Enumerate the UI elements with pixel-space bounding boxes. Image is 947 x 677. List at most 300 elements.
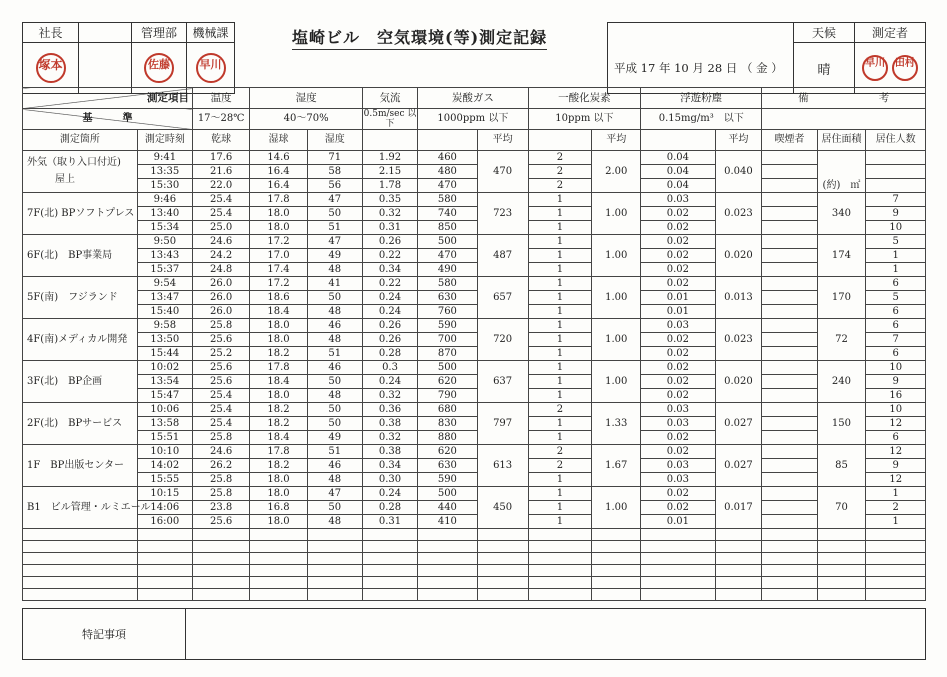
- blank-cell: [477, 565, 528, 577]
- co2-cell: 480: [418, 165, 477, 179]
- president-seal-icon: 塚本: [36, 53, 66, 83]
- dust-average: 0.020: [715, 361, 762, 403]
- occupants-header: 居住人数: [866, 130, 926, 151]
- smokers-cell: [762, 403, 817, 417]
- dust-cell: 0.02: [641, 263, 715, 277]
- wet-bulb-cell: 18.0: [250, 389, 307, 403]
- time-cell: 13:58: [137, 417, 192, 431]
- wet-bulb-cell: 18.0: [250, 473, 307, 487]
- dust-cell: 0.04: [641, 165, 715, 179]
- smokers-cell: [762, 179, 817, 193]
- occupants-cell: [866, 165, 926, 179]
- dry-bulb-cell: 24.6: [192, 235, 249, 249]
- blank-cell: [307, 589, 362, 601]
- time-cell: 15:47: [137, 389, 192, 403]
- table-row: [23, 473, 926, 487]
- dry-bulb-cell: 25.8: [192, 319, 249, 333]
- humidity-cell: 71: [307, 151, 362, 165]
- area-value: 150: [831, 417, 851, 429]
- location-name: [23, 151, 138, 193]
- blank-cell: [715, 589, 762, 601]
- wet-bulb-cell: 16.4: [250, 165, 307, 179]
- blank-cell: [528, 529, 592, 541]
- temp-standard: 17～28℃: [192, 109, 249, 130]
- time-cell: 9:46: [137, 193, 192, 207]
- dust-cell: 0.03: [641, 193, 715, 207]
- airflow-cell: 0.36: [362, 403, 417, 417]
- co-standard: 10ppm 以下: [528, 109, 641, 130]
- dry-bulb-cell: 26.2: [192, 459, 249, 473]
- inspector-seal-icon: 早川: [862, 55, 888, 81]
- airflow-cell: 0.32: [362, 431, 417, 445]
- co-average: 1.00: [592, 235, 641, 277]
- dry-bulb-cell: 25.6: [192, 361, 249, 375]
- humidity-cell: 46: [307, 319, 362, 333]
- co2-average: 797: [477, 403, 528, 445]
- co-cell: 1: [528, 347, 592, 361]
- smokers-cell: [762, 165, 817, 179]
- humidity-cell: 50: [307, 501, 362, 515]
- area-value: 340: [831, 207, 851, 219]
- remarks-label-b: 考: [878, 92, 890, 104]
- remarks-blank: [762, 109, 926, 130]
- humidity-cell: 47: [307, 487, 362, 501]
- table-row: [23, 501, 926, 515]
- occupants-cell: 2: [866, 501, 926, 515]
- humidity-cell: 50: [307, 417, 362, 431]
- blank-cell: [362, 553, 417, 565]
- blank-cell: [715, 553, 762, 565]
- co-cell: 2: [528, 179, 592, 193]
- co2-cell: 580: [418, 193, 477, 207]
- co2-average: 613: [477, 445, 528, 487]
- dry-bulb-cell: 21.6: [192, 165, 249, 179]
- smokers-cell: [762, 235, 817, 249]
- airflow-standard: 0.5m/sec 以下: [363, 109, 417, 129]
- airflow-cell: 0.26: [362, 333, 417, 347]
- airflow-cell: 1.92: [362, 151, 417, 165]
- dust-cell: 0.02: [641, 333, 715, 347]
- blank-cell: [137, 565, 192, 577]
- time-cell: 14:02: [137, 459, 192, 473]
- area-header: 居住面積: [817, 130, 866, 151]
- co-cell: 1: [528, 487, 592, 501]
- table-row: [23, 151, 926, 165]
- dust-cell: 0.02: [641, 487, 715, 501]
- dry-bulb-cell: 24.8: [192, 263, 249, 277]
- smokers-cell: [762, 501, 817, 515]
- wet-bulb-cell: 14.6: [250, 151, 307, 165]
- approver-label: 社長: [23, 23, 79, 43]
- airflow-cell: 0.38: [362, 417, 417, 431]
- location-label: 5F(南) フジランド: [27, 291, 118, 303]
- co-average: 1.67: [592, 445, 641, 487]
- blank-cell: [307, 565, 362, 577]
- area-cell: [817, 235, 866, 277]
- humidity-cell: 50: [307, 403, 362, 417]
- blank-cell: [307, 577, 362, 589]
- humidity-cell: 50: [307, 375, 362, 389]
- blank-cell: [250, 541, 307, 553]
- airflow-cell: 0.24: [362, 305, 417, 319]
- dust-cell: 0.01: [641, 291, 715, 305]
- airflow-cell: 0.28: [362, 347, 417, 361]
- blank-cell: [641, 565, 715, 577]
- humidity-standard: 40～70%: [250, 109, 363, 130]
- wet-bulb-cell: 18.2: [250, 459, 307, 473]
- dry-bulb-cell: 25.6: [192, 333, 249, 347]
- admin-seal-icon: 佐藤: [144, 53, 174, 83]
- time-cell: 15:51: [137, 431, 192, 445]
- occupants-cell: 12: [866, 417, 926, 431]
- dust-average: 0.023: [715, 193, 762, 235]
- occupants-cell: 9: [866, 207, 926, 221]
- co-cell: 1: [528, 515, 592, 529]
- blank-cell: [23, 577, 138, 589]
- standard-header: [23, 109, 193, 130]
- time-cell: 14:06: [137, 501, 192, 515]
- airflow-cell: 2.15: [362, 165, 417, 179]
- dry-bulb-cell: 25.4: [192, 193, 249, 207]
- co2-cell: 620: [418, 375, 477, 389]
- blank-cell: [192, 529, 249, 541]
- smokers-cell: [762, 249, 817, 263]
- dry-bulb-header: 乾球: [192, 130, 249, 151]
- airflow-subheader: [362, 130, 417, 151]
- location-label: B1 ビル管理・ルミエール: [27, 501, 151, 513]
- dust-cell: 0.02: [641, 501, 715, 515]
- dust-average: 0.027: [715, 445, 762, 487]
- blank-cell: [592, 541, 641, 553]
- area-cell: [817, 277, 866, 319]
- dust-cell: 0.03: [641, 417, 715, 431]
- area-value: 70: [835, 501, 848, 513]
- blank-cell: [137, 553, 192, 565]
- co2-standard: 1000ppm 以下: [418, 109, 528, 130]
- location-label: 7F(北) BPソフトプレス: [27, 207, 135, 219]
- smokers-cell: [762, 445, 817, 459]
- blank-cell: [362, 589, 417, 601]
- item-header: 測定項目: [23, 88, 193, 109]
- dry-bulb-cell: 25.2: [192, 347, 249, 361]
- document-title: 塩崎ビル 空気環境(等)測定記録: [292, 25, 547, 50]
- time-cell: 15:44: [137, 347, 192, 361]
- co2-cell: 630: [418, 459, 477, 473]
- blank-cell: [477, 541, 528, 553]
- blank-cell: [592, 589, 641, 601]
- wet-bulb-cell: 17.0: [250, 249, 307, 263]
- table-row: [23, 179, 926, 193]
- humidity-cell: 48: [307, 473, 362, 487]
- area-value: 170: [831, 291, 851, 303]
- smokers-cell: [762, 291, 817, 305]
- smokers-cell: [762, 347, 817, 361]
- time-cell: 15:37: [137, 263, 192, 277]
- co2-cell: 630: [418, 291, 477, 305]
- dry-bulb-cell: 25.4: [192, 403, 249, 417]
- dry-bulb-cell: 17.6: [192, 151, 249, 165]
- date-weather-box: [607, 22, 926, 94]
- area-value: 240: [831, 375, 851, 387]
- blank-cell: [817, 589, 866, 601]
- empty-cell: [79, 43, 132, 94]
- co2-cell: 620: [418, 445, 477, 459]
- location-name: [23, 487, 151, 529]
- co2-cell: 790: [418, 389, 477, 403]
- dry-bulb-cell: 23.8: [192, 501, 249, 515]
- time-cell: 13:54: [137, 375, 192, 389]
- dust-cell: 0.02: [641, 207, 715, 221]
- area-value: 72: [835, 333, 848, 345]
- blank-cell: [307, 541, 362, 553]
- wet-bulb-cell: 18.0: [250, 221, 307, 235]
- time-cell: 10:02: [137, 361, 192, 375]
- airflow-cell: 0.30: [362, 473, 417, 487]
- location-name: [23, 319, 138, 361]
- location-name: [23, 445, 138, 487]
- humidity-cell: 47: [307, 193, 362, 207]
- humidity-cell: 41: [307, 277, 362, 291]
- blank-cell: [250, 589, 307, 601]
- location-name: [23, 277, 138, 319]
- occupants-cell: 10: [866, 403, 926, 417]
- blank-cell: [250, 553, 307, 565]
- blank-cell: [715, 541, 762, 553]
- table-row: [23, 431, 926, 445]
- co-cell: 2: [528, 403, 592, 417]
- dust-header: 浮遊粉塵: [641, 88, 762, 109]
- location-label: 6F(北) BP事業局: [27, 249, 113, 261]
- humidity-cell: 51: [307, 347, 362, 361]
- blank-cell: [817, 577, 866, 589]
- area-cell: [817, 319, 866, 361]
- co2-cell: 700: [418, 333, 477, 347]
- wet-bulb-cell: 18.0: [250, 487, 307, 501]
- dry-bulb-cell: 25.4: [192, 417, 249, 431]
- co-header: 一酸化炭素: [528, 88, 641, 109]
- dust-cell: 0.02: [641, 375, 715, 389]
- blank-cell: [307, 553, 362, 565]
- occupants-cell: [866, 179, 926, 193]
- occupants-cell: 9: [866, 375, 926, 389]
- wet-bulb-cell: 18.0: [250, 515, 307, 529]
- empty-cell: [79, 23, 132, 43]
- smokers-cell: [762, 319, 817, 333]
- co-cell: 1: [528, 389, 592, 403]
- airflow-cell: 0.22: [362, 277, 417, 291]
- time-header: 測定時刻: [137, 130, 192, 151]
- table-row: [23, 221, 926, 235]
- blank-cell: [418, 529, 477, 541]
- smokers-cell: [762, 375, 817, 389]
- co-average: 1.00: [592, 361, 641, 403]
- time-cell: 10:06: [137, 403, 192, 417]
- blank-cell: [362, 529, 417, 541]
- dust-cell: 0.01: [641, 515, 715, 529]
- time-cell: 10:10: [137, 445, 192, 459]
- co2-header: 炭酸ガス: [418, 88, 528, 109]
- smokers-cell: [762, 221, 817, 235]
- co-cell: 1: [528, 193, 592, 207]
- blank-cell: [866, 565, 926, 577]
- airflow-cell: 0.34: [362, 263, 417, 277]
- smokers-cell: [762, 207, 817, 221]
- blank-cell: [362, 541, 417, 553]
- wet-bulb-cell: 18.0: [250, 207, 307, 221]
- approval-stamp-cell: [23, 43, 79, 94]
- blank-cell: [192, 553, 249, 565]
- occupants-cell: [866, 151, 926, 165]
- dust-cell: 0.02: [641, 361, 715, 375]
- airflow-cell: 0.22: [362, 249, 417, 263]
- co2-cell: 740: [418, 207, 477, 221]
- dust-average: 0.013: [715, 277, 762, 319]
- dust-average: 0.020: [715, 235, 762, 277]
- humidity-cell: 51: [307, 221, 362, 235]
- blank-cell: [137, 577, 192, 589]
- table-row: [23, 235, 926, 249]
- location-label: 2F(北) BPサービス: [27, 417, 123, 429]
- co2-cell: 590: [418, 473, 477, 487]
- blank-cell: [23, 541, 138, 553]
- wet-bulb-cell: 17.2: [250, 235, 307, 249]
- wet-bulb-cell: 17.2: [250, 277, 307, 291]
- co-average: 1.33: [592, 403, 641, 445]
- co-cell: 1: [528, 291, 592, 305]
- co2-average: 637: [477, 361, 528, 403]
- blank-cell: [817, 553, 866, 565]
- time-cell: 13:35: [137, 165, 192, 179]
- co-avg-header: 平均: [592, 130, 641, 151]
- co-cell: 1: [528, 263, 592, 277]
- blank-cell: [137, 589, 192, 601]
- airflow-header: 気流: [362, 88, 417, 109]
- co-cell: 1: [528, 333, 592, 347]
- dust-cell: 0.03: [641, 319, 715, 333]
- blank-cell: [641, 529, 715, 541]
- area-cell: [817, 403, 866, 445]
- occupants-cell: 6: [866, 277, 926, 291]
- blank-cell: [762, 565, 817, 577]
- blank-cell: [477, 589, 528, 601]
- co-average: 2.00: [592, 151, 641, 193]
- co2-subheader: [418, 130, 477, 151]
- airflow-cell: 0.24: [362, 487, 417, 501]
- co2-average: 657: [477, 277, 528, 319]
- co2-cell: 440: [418, 501, 477, 515]
- notes-label: 特記事項: [23, 609, 186, 660]
- blank-cell: [866, 589, 926, 601]
- wet-bulb-cell: 18.6: [250, 291, 307, 305]
- smokers-cell: [762, 389, 817, 403]
- occupants-cell: 10: [866, 361, 926, 375]
- blank-cell: [817, 529, 866, 541]
- humidity-cell: 50: [307, 291, 362, 305]
- occupants-cell: 12: [866, 445, 926, 459]
- approval-stamp-grid: [22, 22, 235, 94]
- co-cell: 2: [528, 445, 592, 459]
- time-cell: 9:54: [137, 277, 192, 291]
- occupants-cell: 10: [866, 221, 926, 235]
- table-row: [23, 515, 926, 529]
- co-average: 1.00: [592, 277, 641, 319]
- co-cell: 1: [528, 305, 592, 319]
- smokers-header: 喫煙者: [762, 130, 817, 151]
- inspector-seal-icon: 田村: [892, 55, 918, 81]
- co2-cell: 680: [418, 403, 477, 417]
- blank-cell: [641, 577, 715, 589]
- rh-header: 湿度: [307, 130, 362, 151]
- location-label: 外気（取り入口付近): [27, 157, 121, 168]
- measurement-table: [22, 87, 926, 601]
- humidity-cell: 46: [307, 459, 362, 473]
- blank-row: [23, 577, 926, 589]
- dry-bulb-cell: 26.0: [192, 305, 249, 319]
- empty-cell: [608, 23, 794, 43]
- blank-cell: [866, 529, 926, 541]
- wet-bulb-cell: 18.2: [250, 403, 307, 417]
- smokers-cell: [762, 277, 817, 291]
- blank-cell: [528, 553, 592, 565]
- co-average: 1.00: [592, 193, 641, 235]
- co-cell: 1: [528, 473, 592, 487]
- location-label: 3F(北) BP企画: [27, 375, 103, 387]
- blank-cell: [418, 577, 477, 589]
- co-cell: 1: [528, 249, 592, 263]
- blank-cell: [528, 577, 592, 589]
- dry-bulb-cell: 25.8: [192, 431, 249, 445]
- dust-cell: 0.04: [641, 151, 715, 165]
- airflow-cell: 0.38: [362, 445, 417, 459]
- standard-label-a: 基: [82, 113, 93, 124]
- dust-cell: 0.04: [641, 179, 715, 193]
- smokers-cell: [762, 459, 817, 473]
- blank-cell: [418, 553, 477, 565]
- co-cell: 1: [528, 221, 592, 235]
- standard-label-b: 準: [122, 113, 133, 124]
- wet-bulb-cell: 18.0: [250, 319, 307, 333]
- wet-bulb-cell: 18.2: [250, 347, 307, 361]
- dry-bulb-cell: 25.4: [192, 389, 249, 403]
- occupants-cell: 7: [866, 333, 926, 347]
- area-unit: (約) ㎡: [822, 180, 861, 191]
- blank-cell: [250, 577, 307, 589]
- dry-bulb-cell: 26.0: [192, 291, 249, 305]
- table-row: [23, 487, 926, 501]
- wet-bulb-cell: 16.8: [250, 501, 307, 515]
- airflow-cell: 0.34: [362, 459, 417, 473]
- blank-cell: [762, 577, 817, 589]
- smokers-cell: [762, 515, 817, 529]
- blank-cell: [477, 577, 528, 589]
- co-cell: 2: [528, 459, 592, 473]
- blank-cell: [23, 565, 138, 577]
- wet-bulb-cell: 18.4: [250, 305, 307, 319]
- table-row: [23, 305, 926, 319]
- blank-row: [23, 553, 926, 565]
- location-label: 4F(南)メディカル開発: [27, 333, 128, 345]
- humidity-cell: 48: [307, 515, 362, 529]
- humidity-cell: 56: [307, 179, 362, 193]
- dust-average: 0.027: [715, 403, 762, 445]
- blank-cell: [528, 589, 592, 601]
- co2-cell: 470: [418, 179, 477, 193]
- co2-cell: 500: [418, 235, 477, 249]
- humidity-cell: 58: [307, 165, 362, 179]
- occupants-cell: 9: [866, 459, 926, 473]
- airflow-cell: 0.32: [362, 207, 417, 221]
- blank-cell: [866, 577, 926, 589]
